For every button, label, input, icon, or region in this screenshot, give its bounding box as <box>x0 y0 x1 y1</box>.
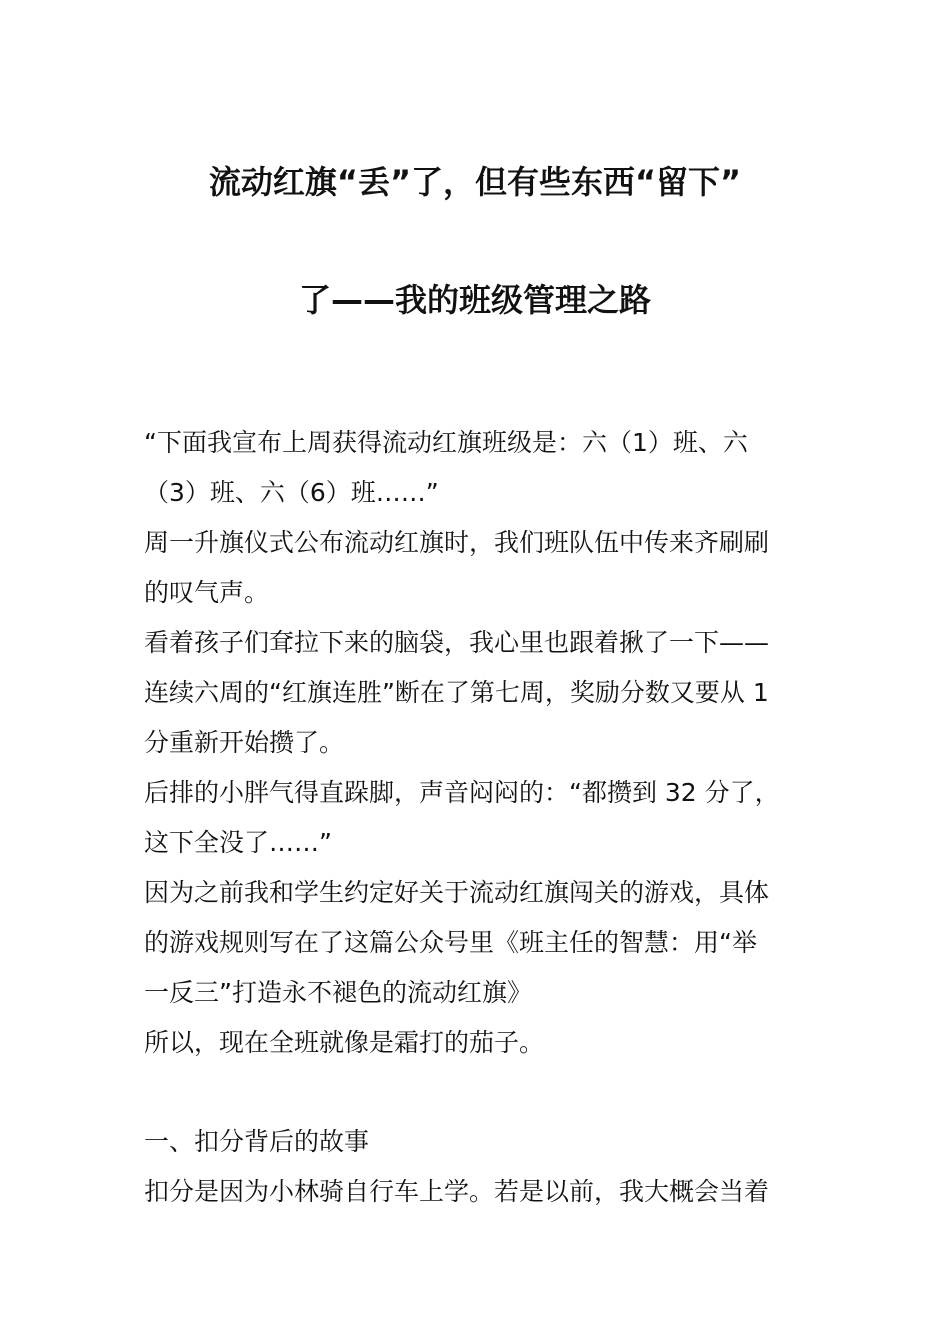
article-body <box>144 418 808 1217</box>
text-line: 的游戏规则写在了这篇公众号里《班主任的智慧：用“举 <box>144 928 757 957</box>
title-line-2: 了——我的班级管理之路 <box>298 281 651 319</box>
text-line: 因为之前我和学生约定好关于流动红旗闯关的游戏，具体 <box>144 878 770 907</box>
text-line: 一反三”打造永不褪色的流动红旗》 <box>144 978 532 1007</box>
paragraph <box>144 618 808 768</box>
text-line: 后排的小胖气得直跺脚，声音闷闷的：“都攒到 32 分了， <box>144 778 780 807</box>
paragraph <box>144 418 808 518</box>
text-line: 所以，现在全班就像是霜打的茄子。 <box>144 1028 545 1057</box>
text-line: 分重新开始攒了。 <box>144 728 345 757</box>
text-line: （3）班、六（6）班……” <box>144 478 439 507</box>
blank-line <box>144 1068 808 1117</box>
paragraph <box>144 1167 808 1217</box>
paragraph <box>144 768 808 868</box>
text-line: “下面我宣布上周获得流动红旗班级是：六（1）班、六 <box>144 428 748 457</box>
text-line: 这下全没了……” <box>144 828 332 857</box>
paragraph <box>144 518 808 618</box>
text-line: 周一升旗仪式公布流动红旗时，我们班队伍中传来齐刷刷 <box>144 528 770 557</box>
text-line: 扣分是因为小林骑自行车上学。若是以前，我大概会当着 <box>144 1177 770 1206</box>
text-line: 的叹气声。 <box>144 578 270 607</box>
paragraph <box>144 1018 808 1068</box>
paragraph <box>144 868 808 1018</box>
title-line-1: 流动红旗“丢”了，但有些东西“留下” <box>208 163 742 201</box>
section-heading: 一、扣分背后的故事 <box>144 1127 370 1156</box>
text-line: 连续六周的“红旗连胜”断在了第七周，奖励分数又要从 1 <box>144 678 769 707</box>
text-line: 看着孩子们耷拉下来的脑袋，我心里也跟着揪了一下—— <box>144 628 770 657</box>
